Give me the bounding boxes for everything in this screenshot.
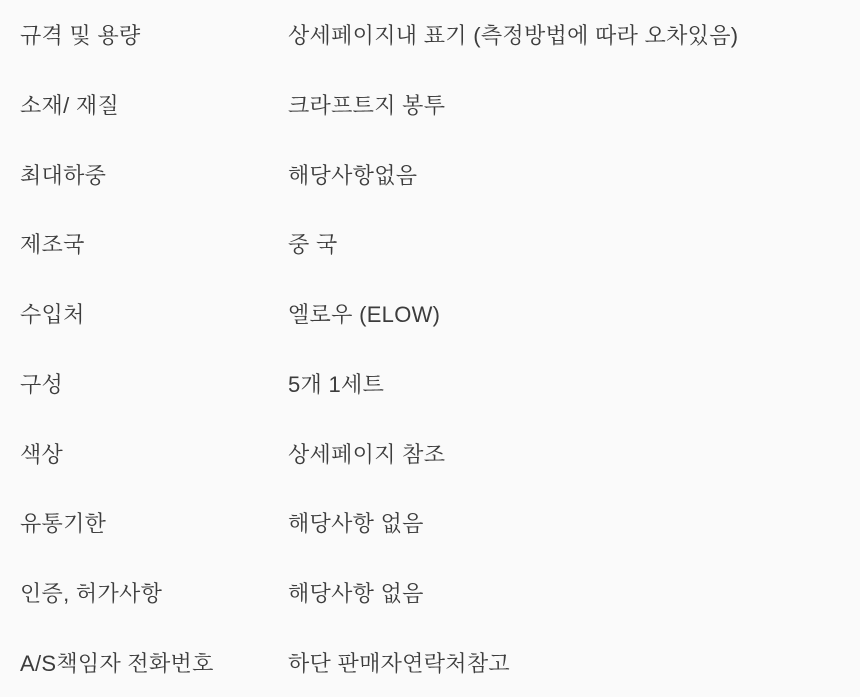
spec-row (0, 279, 860, 349)
spec-label: 소재/ 재질 (20, 93, 120, 119)
spec-value: 상세페이지내 표기 (측정방법에 따라 오차있음) (288, 23, 739, 49)
spec-value: 하단 판매자연락처참고 (288, 650, 510, 676)
spec-row (0, 558, 860, 628)
spec-label: 유통기한 (20, 511, 107, 537)
spec-row (0, 0, 860, 70)
spec-label: 색상 (20, 441, 64, 467)
spec-value: 크라프트지 봉투 (288, 93, 446, 119)
spec-value: 해당사항 없음 (288, 511, 424, 537)
spec-row (0, 488, 860, 558)
spec-label: 규격 및 용량 (20, 23, 141, 49)
spec-row (0, 627, 860, 697)
spec-value: 해당사항 없음 (288, 580, 424, 606)
spec-value: 5개 1세트 (288, 371, 385, 397)
spec-value: 엘로우 (ELOW) (288, 302, 441, 328)
spec-row (0, 139, 860, 209)
spec-row (0, 349, 860, 419)
spec-label: A/S책임자 전화번호 (20, 650, 214, 676)
spec-row (0, 70, 860, 140)
spec-label: 인증, 허가사항 (20, 580, 163, 606)
spec-label: 구성 (20, 371, 64, 397)
spec-label: 최대하중 (20, 162, 107, 188)
spec-row (0, 418, 860, 488)
spec-label: 수입처 (20, 302, 85, 328)
spec-value: 상세페이지 참조 (288, 441, 446, 467)
spec-row (0, 209, 860, 279)
spec-label: 제조국 (20, 232, 85, 258)
spec-value: 해당사항없음 (288, 162, 418, 188)
spec-value: 중 국 (288, 232, 338, 258)
